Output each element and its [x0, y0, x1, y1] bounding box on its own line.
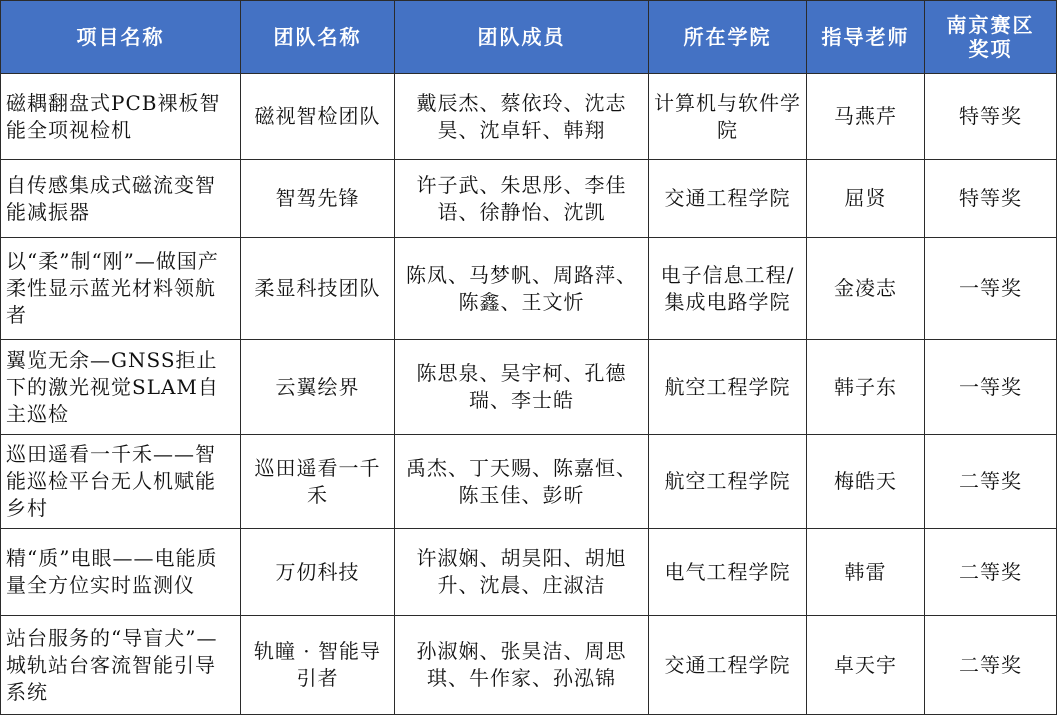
project-name-cell: 翼览无余—GNSS拒止下的激光视觉SLAM自主巡检	[1, 340, 241, 435]
advisor-cell: 卓天宇	[807, 616, 925, 715]
advisor-cell: 梅皓天	[807, 435, 925, 529]
advisor-cell: 韩子东	[807, 340, 925, 435]
team-name-cell: 智驾先锋	[241, 160, 395, 238]
team-name-cell: 磁视智检团队	[241, 74, 395, 160]
project-name-cell: 自传感集成式磁流变智能减振器	[1, 160, 241, 238]
team-name-cell: 巡田遥看一千禾	[241, 435, 395, 529]
award-cell: 特等奖	[925, 74, 1057, 160]
header-project-name: 项目名称	[1, 1, 241, 74]
advisor-cell: 马燕芹	[807, 74, 925, 160]
header-college: 所在学院	[649, 1, 807, 74]
team-members-cell: 陈凤、马梦帆、周路萍、陈鑫、王文忻	[395, 238, 649, 340]
team-members-cell: 孙淑娴、张昊洁、周思琪、牛作家、孙泓锦	[395, 616, 649, 715]
header-award: 南京赛区奖项	[925, 1, 1057, 74]
team-name-cell: 云翼绘界	[241, 340, 395, 435]
header-row	[1, 1, 1057, 74]
college-cell: 航空工程学院	[649, 340, 807, 435]
college-cell: 计算机与软件学院	[649, 74, 807, 160]
award-cell: 一等奖	[925, 340, 1057, 435]
header-team-name: 团队名称	[241, 1, 395, 74]
advisor-cell: 金凌志	[807, 238, 925, 340]
advisor-cell: 屈贤	[807, 160, 925, 238]
college-cell: 电子信息工程/集成电路学院	[649, 238, 807, 340]
advisor-cell: 韩雷	[807, 529, 925, 616]
table-row	[1, 160, 1057, 238]
table-row	[1, 616, 1057, 715]
award-cell: 二等奖	[925, 616, 1057, 715]
college-cell: 航空工程学院	[649, 435, 807, 529]
college-cell: 交通工程学院	[649, 616, 807, 715]
project-name-cell: 磁耦翻盘式PCB裸板智能全项视检机	[1, 74, 241, 160]
table-row	[1, 435, 1057, 529]
team-members-cell: 陈思泉、吴宇柯、孔德瑞、李士皓	[395, 340, 649, 435]
college-cell: 交通工程学院	[649, 160, 807, 238]
award-cell: 二等奖	[925, 529, 1057, 616]
table-row	[1, 238, 1057, 340]
college-cell: 电气工程学院	[649, 529, 807, 616]
header-team-members: 团队成员	[395, 1, 649, 74]
award-cell: 特等奖	[925, 160, 1057, 238]
team-members-cell: 禹杰、丁天赐、陈嘉恒、陈玉佳、彭昕	[395, 435, 649, 529]
header-advisor: 指导老师	[807, 1, 925, 74]
team-name-cell: 柔显科技团队	[241, 238, 395, 340]
project-name-cell: 巡田遥看一千禾——智能巡检平台无人机赋能乡村	[1, 435, 241, 529]
team-name-cell: 轨瞳 · 智能导引者	[241, 616, 395, 715]
team-members-cell: 戴辰杰、蔡依玲、沈志昊、沈卓轩、韩翔	[395, 74, 649, 160]
project-name-cell: 以“柔”制“刚”—做国产柔性显示蓝光材料领航者	[1, 238, 241, 340]
table-row	[1, 529, 1057, 616]
team-members-cell: 许子武、朱思彤、李佳语、徐静怡、沈凯	[395, 160, 649, 238]
team-name-cell: 万仞科技	[241, 529, 395, 616]
team-members-cell: 许淑娴、胡昊阳、胡旭升、沈晨、庄淑洁	[395, 529, 649, 616]
project-name-cell: 站台服务的“导盲犬”—城轨站台客流智能引导系统	[1, 616, 241, 715]
project-name-cell: 精“质”电眼——电能质量全方位实时监测仪	[1, 529, 241, 616]
award-cell: 二等奖	[925, 435, 1057, 529]
table-row	[1, 74, 1057, 160]
table-row	[1, 340, 1057, 435]
award-cell: 一等奖	[925, 238, 1057, 340]
